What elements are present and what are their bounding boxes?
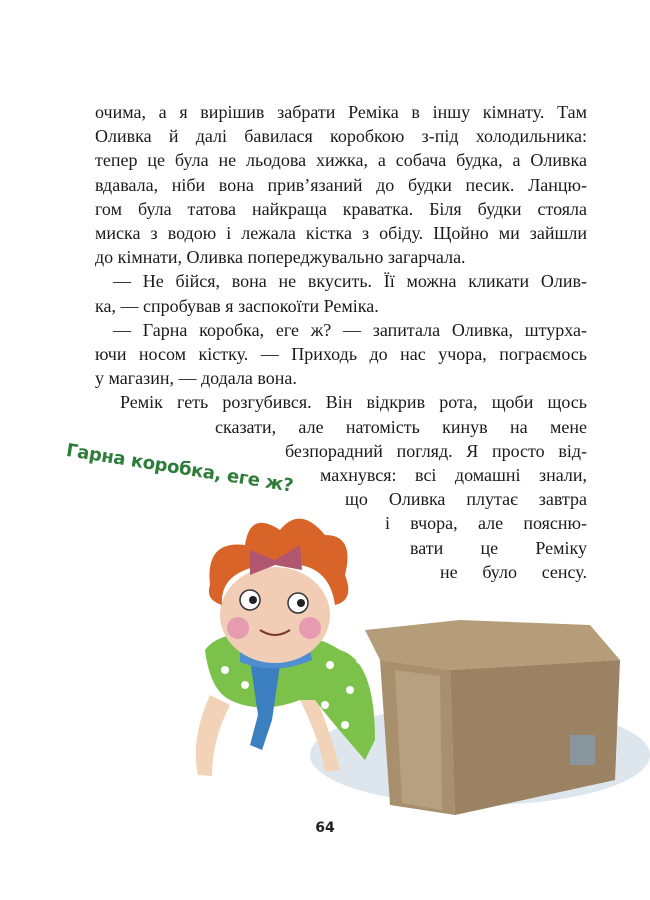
text-line: — Гарна коробка, еге ж? — запитала Оливка, штурха- <box>113 319 587 340</box>
girl-face <box>220 567 330 663</box>
text-line: і вчора, але поясню- <box>385 513 587 534</box>
text-line: безпорадний погляд. Я просто від- <box>285 440 587 461</box>
text-line: Оливка й далі бавилася коробкою з-під холодильника: <box>95 126 587 147</box>
box-tape <box>395 670 442 810</box>
text-line: Ремік геть розгубився. Він відкрив рота, щоби щось <box>120 392 587 413</box>
left-cheek <box>227 617 249 639</box>
text-line: у магазин, — додала вона. <box>95 368 297 389</box>
page-number: 64 <box>315 820 335 836</box>
text-line: до кімнати, Оливка попереджувально загарчала. <box>95 247 466 268</box>
text-line: ючи носом кістку. — Приходь до нас учора, пограємось <box>95 344 587 365</box>
text-line: тепер це була не льодова хижка, а собача будка, а Оливка <box>95 150 587 171</box>
text-line: очима, а я вирішив забрати Реміка в іншу кімнату. Там <box>95 102 587 122</box>
text-line: вати це Реміку <box>410 537 587 558</box>
box-label <box>570 735 595 765</box>
left-arm <box>196 695 230 776</box>
text-line: гом була татова найкраща краватка. Біля будки стояла <box>95 198 587 219</box>
text-line: вдавала, ніби вона прив’язаний до будки песик. Ланцю- <box>95 174 587 195</box>
text-line: сказати, але натомість кинув на мене <box>215 416 587 437</box>
text-line: не було сенсу. <box>440 561 587 582</box>
text-line: миска з водою і лежала кістка з обіду. Щойно ми зайшли <box>95 223 587 244</box>
text-line: ка, — спробував я заспокоїти Реміка. <box>95 295 379 316</box>
right-cheek <box>299 617 321 639</box>
speech-callout: Гарна коробка, еге ж? <box>64 440 295 497</box>
text-line: — Не бійся, вона не вкусить. Її можна кликати Олив- <box>113 271 587 292</box>
text-line: махнувся: всі домашні знали, <box>320 465 587 486</box>
text-line: що Оливка плутає завтра <box>345 489 587 510</box>
girl-with-box-illustration <box>150 500 650 820</box>
